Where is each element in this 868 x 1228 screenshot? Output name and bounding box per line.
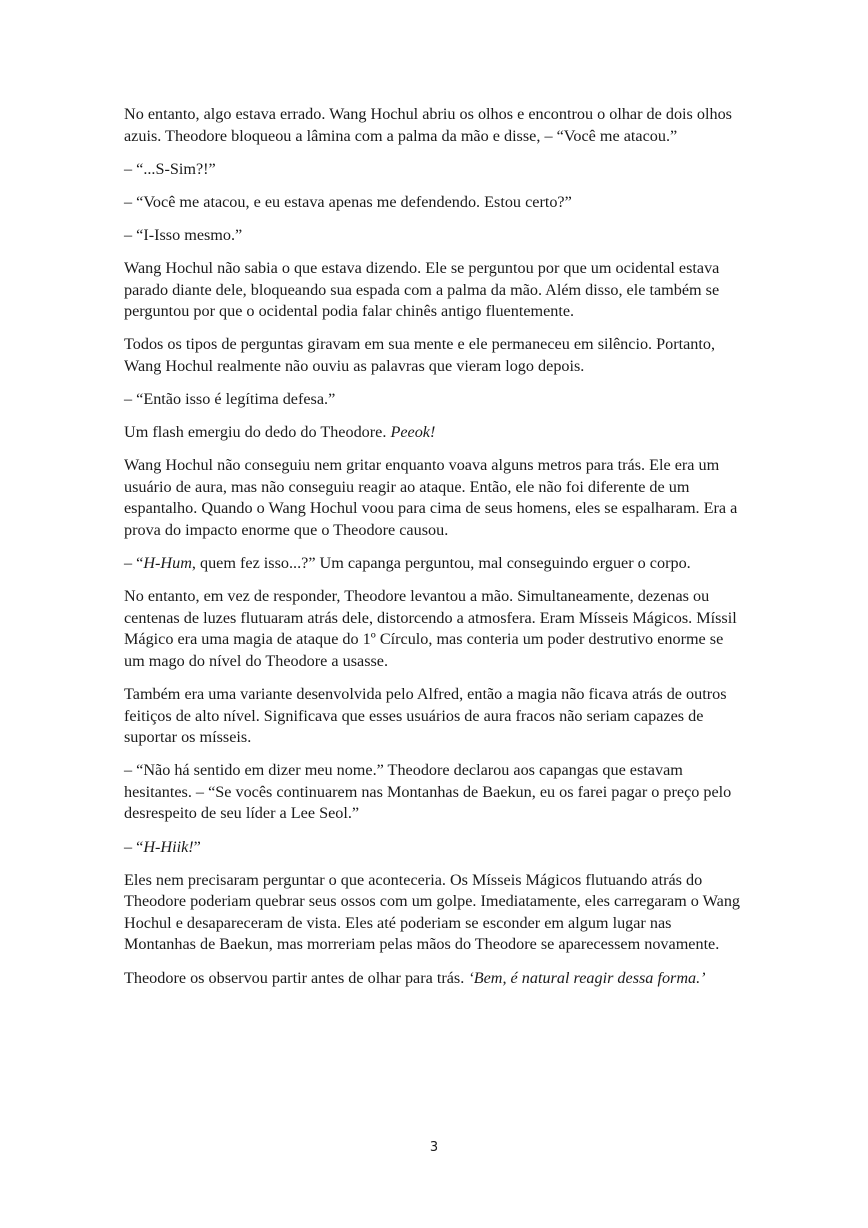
text-run: – “Então isso é legítima defesa.” — [124, 389, 336, 408]
text-run: , quem fez isso...?” Um capanga perguntou, mal conseguindo erguer o corpo. — [191, 554, 691, 572]
text-run: – “ — [124, 554, 144, 572]
paragraph — [124, 159, 746, 181]
italic-text: ‘Bem, é natural reagir dessa forma.’ — [468, 968, 706, 987]
paragraph — [124, 389, 746, 411]
text-run: Todos os tipos de perguntas giravam em sua mente e ele permaneceu em silêncio. Portanto, Wang Hochul realmente não ouviu as palavras que vieram logo depois. — [124, 335, 716, 375]
paragraph — [124, 553, 746, 575]
text-run: – “Não há sentido em dizer meu nome.” Theodore declarou aos capangas que estavam hesitantes. – “Se vocês continuarem nas Montanhas de Baekun, eu os farei pagar o preço pelo desrespeito de seu líder a Lee Seol.” — [124, 761, 732, 823]
paragraph — [124, 455, 746, 541]
text-run: Theodore os observou partir antes de olhar para trás. — [124, 968, 469, 987]
paragraph — [124, 225, 746, 247]
text-run: Wang Hochul não conseguiu nem gritar enquanto voava alguns metros para trás. Ele era um usuário de aura, mas não conseguiu reagir ao ataque. Então, ele não foi diferente de um espantalho. Quando o Wang Hochul voou para cima de seus homens, eles se espalharam. Era a prova do impacto enorme que o Theodore causou. — [124, 456, 738, 539]
text-run: No entanto, em vez de responder, Theodore levantou a mão. Simultaneamente, dezenas ou centenas de luzes flutuaram atrás dele, distorcendo a atmosfera. Eram Mísseis Mágicos. Míssil Mágico era uma magia de ataque do 1º Círculo, mas conteria um poder destrutivo enorme se um mago do nível do Theodore a usasse. — [124, 587, 737, 670]
paragraph — [124, 334, 746, 377]
paragraph — [124, 586, 746, 672]
text-run: No entanto, algo estava errado. Wang Hochul abriu os olhos e encontrou o olhar de dois olhos azuis. Theodore bloqueou a lâmina com a palma da mão e disse, – “Você me atacou.” — [124, 105, 732, 145]
italic-text: H-Hiik! — [143, 837, 194, 856]
text-run: Um flash emergiu do dedo do Theodore. — [124, 423, 391, 442]
text-run: – “ — [124, 837, 144, 856]
paragraph — [124, 837, 746, 859]
text-run: – “Você me atacou, e eu estava apenas me defendendo. Estou certo?” — [124, 192, 572, 211]
paragraph — [124, 422, 746, 444]
italic-text: H-Hum — [143, 554, 192, 572]
paragraph — [124, 104, 746, 147]
paragraph — [124, 258, 746, 323]
paragraph — [124, 968, 746, 990]
text-run: Wang Hochul não sabia o que estava dizendo. Ele se perguntou por que um ocidental estava parado diante dele, bloqueando sua espada com a palma da mão. Além disso, ele também se perguntou por que o ocidental podia falar chinês antigo fluentemente. — [124, 258, 720, 321]
paragraph — [124, 760, 746, 825]
text-run: ” — [193, 837, 201, 856]
text-run: Também era uma variante desenvolvida pelo Alfred, então a magia não ficava atrás de outros feitiços de alto nível. Significava que esses usuários de aura fracos não seriam capazes de suportar os mísseis. — [124, 684, 727, 747]
italic-text: Peeok! — [390, 423, 436, 442]
page-number: 3 — [429, 1140, 439, 1155]
paragraph — [124, 192, 746, 214]
text-run: – “I-Isso mesmo.” — [124, 225, 243, 244]
body-text — [124, 104, 746, 1001]
paragraph — [124, 684, 746, 749]
text-run: Eles nem precisaram perguntar o que aconteceria. Os Mísseis Mágicos flutuando atrás do Theodore poderiam quebrar seus ossos com um golpe. Imediatamente, eles carregaram o Wang Hochul e desapareceram de vista. Eles até poderiam se esconder em algum lugar nas Montanhas de Baekun, mas morreriam pelas mãos do Theodore se aparecessem novamente. — [124, 870, 741, 954]
text-run: – “...S-Sim?!” — [124, 159, 216, 178]
paragraph — [124, 870, 746, 956]
